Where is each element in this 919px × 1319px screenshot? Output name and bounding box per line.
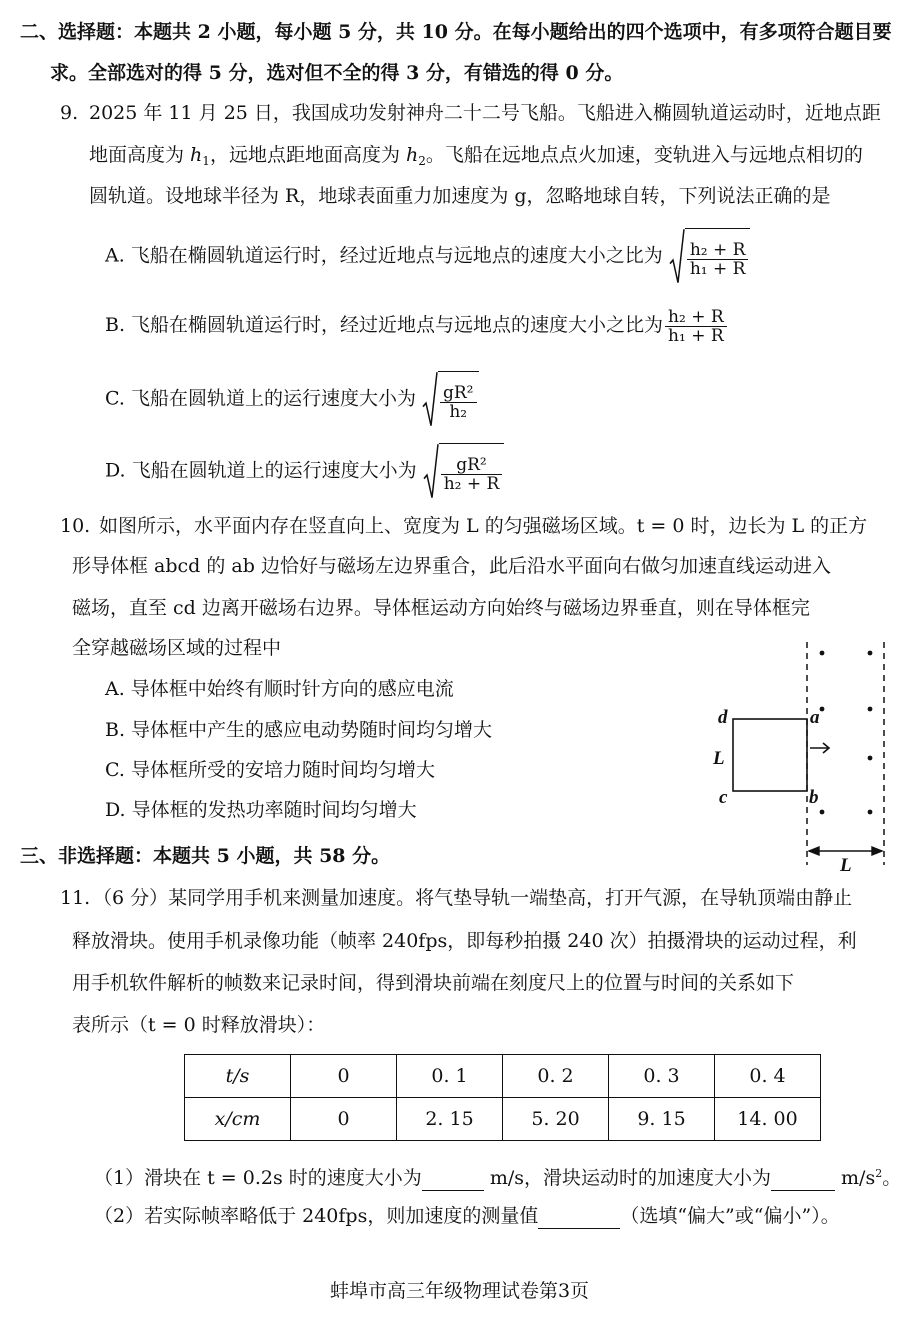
sqrt-expression: $\frac{\text{gR²}}{\text{h₂ + R}}$ [423, 443, 505, 500]
q9-line2: 地面高度为 $h_1$，远地点距地面高度为 $h_2$。飞船在远地点点火加速，变轨进入与远地点相切的 [89, 144, 863, 168]
q11-number: 11. [60, 887, 91, 909]
answer-blank[interactable] [538, 1204, 620, 1229]
q9-number: 9. [60, 102, 79, 124]
table-cell: 0. 2 [503, 1055, 609, 1098]
field-dot [868, 810, 873, 815]
q10-line2: 形导体框 abcd 的 ab 边恰好与磁场左边界重合，此后沿水平面向右做匀加速直线运动进入 [72, 555, 831, 577]
q9-option-a: A. 飞船在椭圆轨道运行时，经过近地点与远地点的速度大小之比为 $\frac{\text{h₂ + R}}{\text{h₁ + R}}$ [105, 228, 750, 285]
field-dot [820, 707, 825, 712]
label-c: c [719, 787, 728, 808]
q11-sub2: （2）若实际帧率略低于 240fps，则加速度的测量值 （选填“偏大”或“偏小”）。 [94, 1205, 840, 1227]
q10-option-d: D. 导体框的发热功率随时间均匀增大 [105, 799, 417, 821]
section2-heading-line2: 求。全部选对的得 5 分，选对但不全的得 3 分，有错选的得 0 分。 [50, 62, 624, 84]
field-dot [868, 651, 873, 656]
conductor-frame [733, 719, 807, 791]
q10-line1: 如图所示，水平面内存在竖直向上、宽度为 L 的匀强磁场区域。t = 0 时，边长为 L 的正方 [99, 515, 868, 537]
answer-blank[interactable] [771, 1166, 835, 1191]
q9-option-b: B. 飞船在椭圆轨道运行时，经过近地点与远地点的速度大小之比为 $\frac{\text{h₂ + R}}{\text{h₁ + R}}$ [105, 298, 729, 352]
table-cell: 5. 20 [503, 1098, 609, 1141]
q10-number: 10. [60, 515, 91, 537]
table-cell: 0 [291, 1098, 397, 1141]
position-time-table [184, 1054, 821, 1141]
label-d: d [718, 707, 728, 728]
section3-heading: 三、非选择题：本题共 5 小题，共 58 分。 [20, 845, 391, 867]
table-row [185, 1055, 821, 1098]
table-cell: 0. 1 [397, 1055, 503, 1098]
q11-sub1: （1）滑块在 t = 0.2s 时的速度大小为 m/s，滑块运动时的加速度大小为 $m/s^2$。 [94, 1167, 902, 1189]
table-header-cell: t/s [185, 1055, 291, 1098]
q9-option-d: D. 飞船在圆轨道上的运行速度大小为 $\frac{\text{gR²}}{\text{h₂ + R}}$ [105, 443, 504, 500]
label-l-side: L [713, 748, 725, 769]
field-dot [820, 651, 825, 656]
q10-option-c: C. 导体框所受的安培力随时间均匀增大 [105, 759, 435, 781]
magnetic-field-figure [706, 640, 906, 875]
q10-line4: 全穿越磁场区域的过程中 [72, 637, 282, 659]
q11-line3: 用手机软件解析的帧数来记录时间，得到滑块前端在刻度尺上的位置与时间的关系如下 [72, 972, 795, 994]
label-b: b [809, 787, 819, 808]
table-cell: 2. 15 [397, 1098, 503, 1141]
q9-option-c: C. 飞船在圆轨道上的运行速度大小为 $\frac{\text{gR²}}{\text{h₂}}$ [105, 371, 479, 428]
q10-line3: 磁场，直至 cd 边离开磁场右边界。导体框运动方向始终与磁场边界垂直，则在导体框完 [72, 597, 810, 619]
field-dot [868, 756, 873, 761]
section2-heading-line1: 二、选择题：本题共 2 小题，每小题 5 分，共 10 分。在每小题给出的四个选项中，有多项符合题目要 [20, 21, 892, 43]
q11-line4: 表所示（t = 0 时释放滑块）： [72, 1014, 326, 1036]
q11-line1: （6 分）某同学用手机来测量加速度。将气垫导轨一端垫高，打开气源，在导轨顶端由静止 [93, 887, 853, 909]
label-a: a [810, 707, 820, 728]
q10-option-b: B. 导体框中产生的感应电动势随时间均匀增大 [105, 719, 493, 741]
sqrt-expression: $\frac{\text{h₂ + R}}{\text{h₁ + R}}$ [669, 228, 751, 285]
table-cell: 0. 3 [609, 1055, 715, 1098]
table-row [185, 1098, 821, 1141]
q10-option-a: A. 导体框中始终有顺时针方向的感应电流 [105, 678, 454, 700]
q11-line2: 释放滑块。使用手机录像功能（帧率 240fps，即每秒拍摄 240 次）拍摄滑块的运动过程，利 [72, 930, 857, 952]
table-cell: 14. 00 [715, 1098, 821, 1141]
answer-blank[interactable] [422, 1166, 484, 1191]
q9-line1: 2025 年 11 月 25 日，我国成功发射神舟二十二号飞船。飞船进入椭圆轨道运动时，近地点距 [89, 102, 881, 124]
table-cell: 0. 4 [715, 1055, 821, 1098]
table-cell: 9. 15 [609, 1098, 715, 1141]
label-l-width: L [840, 855, 852, 875]
page-footer: 蚌埠市高三年级物理试卷第3页 [329, 1280, 590, 1302]
table-cell: 0 [291, 1055, 397, 1098]
field-dot [820, 810, 825, 815]
q9-line3: 圆轨道。设地球半径为 R，地球表面重力加速度为 g，忽略地球自转，下列说法正确的是 [89, 185, 831, 207]
field-dot [868, 707, 873, 712]
table-header-cell: x/cm [185, 1098, 291, 1141]
sqrt-expression: $\frac{\text{gR²}}{\text{h₂}}$ [422, 371, 479, 428]
